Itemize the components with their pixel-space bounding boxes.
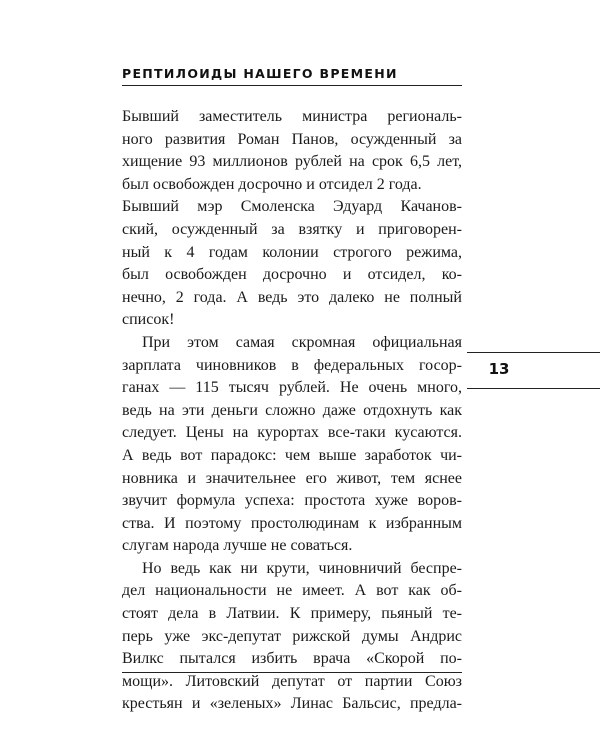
text-line: был освобожден досрочно и отсидел 2 года. xyxy=(122,175,422,193)
text-line: слугам народа лучше не соваться. xyxy=(122,537,353,555)
text-line: При этом самая скромная официальная xyxy=(142,333,462,351)
text-line: ганах — 115 тысяч рублей. Не очень много, xyxy=(122,379,462,397)
text-line: зарплата чиновников в федеральных госор- xyxy=(122,356,462,374)
paragraph-4 xyxy=(122,558,462,716)
text-line: ного развития Роман Панов, осужденный за xyxy=(122,130,462,148)
text-line: дел национальности не имеет. А вот как об- xyxy=(122,582,462,600)
text-line: Бывший заместитель министра региональ- xyxy=(122,108,462,125)
text-line: крестьян и «зеленых» Линас Бальсис, предла- xyxy=(122,695,462,713)
text-line: следует. Цены на курортах все-таки кусаются. xyxy=(122,424,462,442)
page-number-rule-top xyxy=(467,352,600,353)
text-line: был освобожден досрочно и отсидел, ко- xyxy=(122,266,462,284)
text-line: список! xyxy=(122,311,175,329)
page-number-rule-bottom xyxy=(467,388,600,389)
paragraph-3 xyxy=(122,332,462,558)
text-line: стоят дела в Латвии. К примеру, пьяный те- xyxy=(122,605,462,623)
header-rule xyxy=(122,85,462,86)
text-line: Бывший мэр Смоленска Эдуард Качанов- xyxy=(122,198,462,216)
text-line: Вилкс пытался избить врача «Скорой по- xyxy=(122,650,462,668)
text-line: ный к 4 годам колонии строгого режима, xyxy=(122,243,462,261)
text-line: Но ведь как ни крути, чиновничий беспре- xyxy=(142,559,462,577)
body-text xyxy=(122,106,462,716)
text-line: звучит формула успеха: простота хуже воров- xyxy=(122,492,462,510)
paragraph-2 xyxy=(122,196,462,332)
text-line: мощи». Литовский депутат от партии Союз xyxy=(122,672,462,690)
text-line: перь уже экс-депутат рижской думы Андрис xyxy=(122,627,462,645)
page-number: 13 xyxy=(488,360,510,378)
text-line: новника и значительнее его живот, тем яснее xyxy=(122,469,462,487)
text-line: нечно, 2 года. А ведь это далеко не полный xyxy=(122,288,462,306)
footer-rule xyxy=(122,672,462,673)
text-line: ский, осужденный за взятку и приговорен- xyxy=(122,220,462,238)
paragraph-1 xyxy=(122,106,462,196)
text-line: ства. И поэтому простолюдинам к избранным xyxy=(122,514,462,532)
text-line: А ведь вот парадокс: чем выше заработок чи- xyxy=(122,446,462,464)
text-line: хищение 93 миллионов рублей на срок 6,5 лет, xyxy=(122,153,462,171)
text-line: ведь на эти деньги сложно даже отдохнуть как xyxy=(122,401,462,419)
running-head: РЕПТИЛОИДЫ НАШЕГО ВРЕМЕНИ xyxy=(122,66,398,81)
